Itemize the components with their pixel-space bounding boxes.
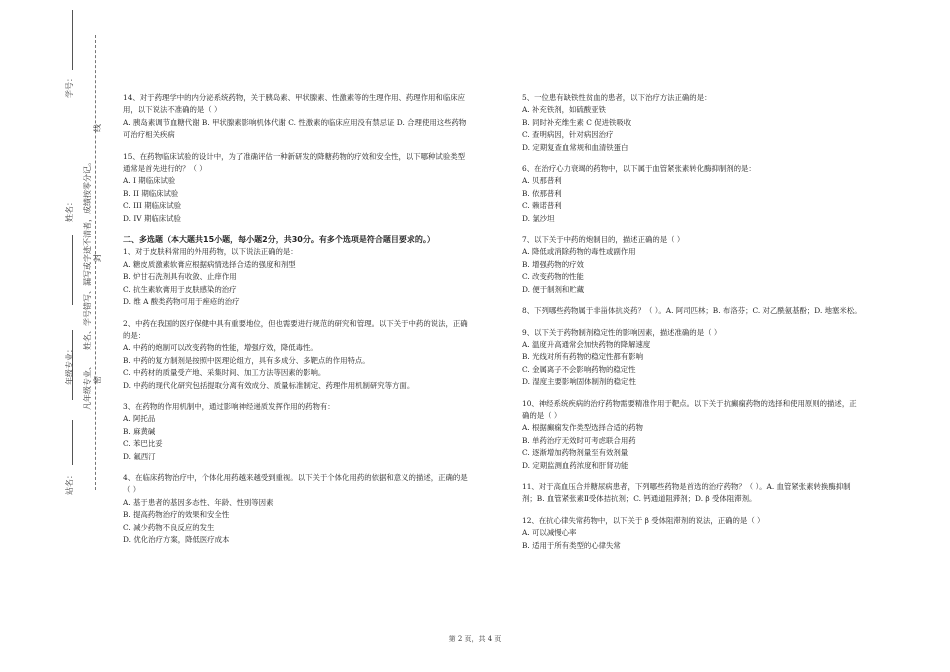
question-m4: [123, 472, 468, 546]
question-text: 12、在抗心律失常药物中，以下关于 β 受体阻滞剂的说法，正确的是（ ）: [522, 515, 765, 525]
question-m1: [123, 246, 468, 308]
seal-mark: 封: [93, 254, 102, 262]
dense-mark: 密: [93, 376, 102, 384]
option-d: D. 中药的现代化研究包括提取分离有效成分、质量标准制定、药理作用机制研究等方面。: [123, 380, 415, 390]
option-c: C. 改变药物的性能: [522, 272, 584, 282]
option-d: D. 氯沙坦: [522, 213, 555, 223]
option-d: D. 便于制剂和贮藏: [522, 284, 585, 294]
question-text: 15、在药物临床试验的设计中，为了准确评估一种新研发的降糖药物的疗效和安全性，以下哪种试验类型通常是首先进行的？（ ）: [123, 151, 465, 174]
option-a: A. 降低或消除药物的毒性或副作用: [522, 247, 636, 257]
question-m10: [522, 398, 862, 472]
binding-solid-line: [72, 10, 73, 70]
question-text: 14、对于药理学中的内分泌系统药物，关于胰岛素、甲状腺素、性激素等的生理作用、药理作用和临床应用，以下说法不准确的是（ ）: [123, 93, 465, 115]
option-a: A. 阿托品: [123, 414, 156, 424]
option-a: A. 基于患者的基因多态性、年龄、性别等因素: [123, 497, 274, 507]
option-d: D. 氟西汀: [123, 451, 156, 461]
field-id-label: 学号：: [65, 74, 74, 98]
option-a: A. 根据癫痫发作类型选择合适的药物: [522, 423, 643, 433]
option-b: B. 炉甘石洗剂具有收敛、止痒作用: [123, 272, 237, 282]
option-c: C. 抗生素软膏用于皮肤感染的治疗: [123, 284, 237, 294]
section-heading-multi-choice: 二、多选题（本大题共15小题，每小题2分，共30分。有多个选项是符合题目要求的。）: [123, 235, 435, 245]
question-text: 9、以下关于药物制剂稳定性的影响因素，描述准确的是（ ）: [522, 327, 722, 337]
question-text: 7、以下关于中药的炮制目的，描述正确的是（ ）: [522, 235, 685, 245]
option-d: D. 湿度主要影响固体制剂的稳定性: [522, 377, 636, 387]
option-b: B. 增强药物的疗效: [522, 259, 584, 269]
field-school-label: 站名：: [65, 471, 74, 495]
question-text: 5、一位患有缺铁性贫血的患者，以下治疗方法正确的是：: [522, 93, 712, 102]
question-text: 4、在临床药物治疗中，个体化用药越来越受到重视。以下关于个体化用药的依据和意义的描述，正确的是（ ）: [123, 472, 468, 495]
option-d: D. 优化治疗方案，降低医疗成本: [123, 535, 230, 544]
question-m11: [522, 481, 862, 506]
option-a: A. 可以减慢心率: [522, 528, 577, 538]
option-c: C. 逐渐增加药物剂量至有效剂量: [522, 448, 629, 458]
question-text: 6、在治疗心力衰竭的药物中，以下属于血管紧张素转化酶抑制剂的是：: [522, 164, 756, 174]
notice-prefix: 凡年级专业、: [83, 362, 92, 410]
notice-text: 姓名、学号错写、漏写或字迹不清者，成绩按零分记。: [83, 158, 92, 350]
option-b: B. 适用于所有类型的心律失常: [522, 540, 621, 550]
option-a: A. 糖皮质激素软膏应根据病情选择合适的强度和剂型: [123, 259, 296, 269]
left-column: [123, 92, 468, 546]
option-a: A. 补充铁剂，如硫酸亚铁: [522, 105, 606, 115]
field-name-label: 姓名：: [65, 198, 74, 222]
question-m2: [123, 318, 468, 392]
option-b: B. 中药的复方制剂是按照中医理论组方，具有多成分、多靶点的作用特点。: [123, 355, 370, 365]
question-m5: [522, 92, 862, 154]
option-c: C. 金属离子不会影响药物的稳定性: [522, 364, 636, 374]
question-text: 2、中药在我国的医疗保健中具有重要地位，但也需要进行规范的研究和管理。以下关于中药的说法，正确的是：: [123, 318, 468, 340]
option-c: C. III 期临床试验: [123, 201, 182, 211]
option-b: B. 单药治疗无效时可考虑联合用药: [522, 435, 636, 445]
right-column: [522, 92, 862, 552]
option-b: B. 光线对所有药物的稳定性都有影响: [522, 352, 643, 362]
option-c: C. 苯巴比妥: [123, 439, 163, 449]
field-major-label: 年级专业：: [65, 345, 74, 385]
question-text: 1、对于皮肤科常用的外用药物，以下说法正确的是：: [123, 247, 298, 257]
line-mark: 线: [93, 124, 102, 132]
option-c: C. 减少药物不良反应的发生: [123, 522, 215, 532]
option-a: A. 中药的炮制可以改变药物的性能，增强疗效，降低毒性。: [123, 343, 318, 353]
question-text: 3、在药物的作用机制中，通过影响神经递质发挥作用的药物有：: [123, 401, 335, 411]
option-a: A. 贝那普利: [522, 176, 562, 186]
option-b: B. 麻黄碱: [123, 426, 156, 436]
option-b: B. 提高药物治疗的效果和安全性: [123, 510, 230, 520]
question-text: 11、对于高血压合并糖尿病患者，下列哪些药物是首选的治疗药物？（ ）。A. 血管紧张素转换酶抑制剂；B. 血管紧张素Ⅱ受体拮抗剂；C. 钙通道阻滞剂；D. β 受体阻滞剂。: [522, 481, 851, 504]
option-b: B. 同时补充维生素 C 促进铁吸收: [522, 117, 632, 127]
question-m8: [522, 305, 862, 317]
question-m7: [522, 234, 862, 296]
option-b: B. 依那普利: [522, 188, 562, 198]
option-c: C. 中药材的质量受产地、采集时间、加工方法等因素的影响。: [123, 368, 326, 378]
binding-margin: [0, 0, 110, 672]
name-underline: [72, 235, 73, 305]
question-m12: [522, 515, 862, 552]
option-line: A. 胰岛素调节血糖代谢 B. 甲状腺素影响机体代谢 C. 性激素的临床应用没有禁忌证 D. 合理使用这些药物可治疗相关疾病: [123, 117, 467, 140]
option-d: D. 定期监测血药浓度和肝肾功能: [522, 460, 629, 470]
question-m6: [522, 163, 862, 225]
option-c: C. 赖诺普利: [522, 201, 562, 211]
option-d: D. 定期复查血常规和血清铁蛋白: [522, 142, 629, 152]
question-text: 10、神经系统疾病的治疗药物需要精准作用于靶点。以下关于抗癫痫药物的选择和使用原则的描述，正确的是（ ）: [522, 398, 857, 420]
option-d: D. 维 A 酸类药物可用于痤疮的治疗: [123, 297, 240, 307]
question-15: [123, 151, 468, 225]
question-m9: [522, 327, 862, 389]
option-d: D. IV 期临床试验: [123, 213, 181, 223]
option-c: C. 查明病因，针对病因治疗: [522, 130, 614, 140]
option-a: A. I 期临床试验: [123, 176, 176, 186]
binding-dashed-line: [95, 35, 96, 490]
option-b: B. II 期临床试验: [123, 188, 179, 198]
page-number: 第 2 页，共 4 页: [448, 635, 502, 643]
question-14: [123, 92, 468, 142]
school-underline: [72, 420, 73, 465]
option-a: A. 温度升高通常会加快药物的降解速度: [522, 339, 651, 349]
question-m3: [123, 401, 468, 463]
question-text: 8、下列哪些药物属于非甾体抗炎药？（ ）。A. 阿司匹林；B. 布洛芬；C. 对乙酰氨基酚；D. 地塞米松。: [522, 306, 862, 316]
